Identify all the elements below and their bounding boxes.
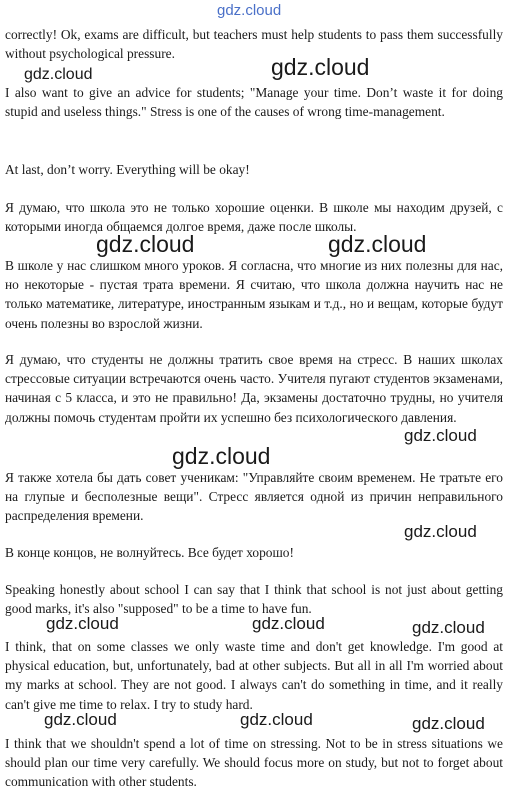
paragraph-5: В школе у нас слишком много уроков. Я согласна, что многие из них полезны для нас, но некоторые - пустая трата времени. Я считаю, что школа должна научить нас не только математике, литературе, иностранным языкам и т.д., но и вещам, которые будут очень полезны во взрослой жизни. bbox=[5, 258, 503, 331]
watermark: gdz.cloud bbox=[252, 614, 325, 633]
paragraph-1: correctly! Ok, exams are difficult, but teachers must help students to pass them successfully without psychological pressure. bbox=[5, 27, 503, 62]
watermark: gdz.cloud bbox=[172, 443, 271, 469]
watermark: gdz.cloud bbox=[44, 710, 117, 729]
watermark: gdz.cloud bbox=[404, 426, 477, 445]
paragraph-11: I think that we shouldn't spend a lot of time on stressing. Not to be in stress situations we should plan our time very carefully. We should focus more on study, but not to forget about communication with other students. bbox=[5, 736, 503, 790]
watermark: gdz.cloud bbox=[271, 54, 370, 80]
watermark: gdz.cloud bbox=[96, 231, 195, 257]
watermark: gdz.cloud bbox=[328, 231, 427, 257]
paragraph-4: Я думаю, что школа это не только хорошие оценки. В школе мы находим друзей, с которыми иногда общаемся долгое время, даже после школы. bbox=[5, 200, 503, 235]
watermark: gdz.cloud bbox=[46, 614, 119, 633]
watermark: gdz.cloud bbox=[24, 66, 93, 83]
paragraph-9: Speaking honestly about school I can say that I think that school is not just about getting good marks, it's also "supposed" to be a time to have fun. bbox=[5, 582, 503, 617]
watermark-top: gdz.cloud bbox=[217, 2, 282, 19]
watermark: gdz.cloud bbox=[240, 710, 313, 729]
paragraph-7: Я также хотела бы дать совет ученикам: "Управляйте своим временем. Не тратьте его на глупые и бесполезные вещи". Стресс является одной из причин неправильного распределения времени. bbox=[5, 470, 503, 524]
watermark: gdz.cloud bbox=[412, 714, 485, 733]
watermark: gdz.cloud bbox=[404, 522, 477, 541]
paragraph-10: I think, that on some classes we only waste time and don't get knowledge. I'm good at physical education, but, unfortunately, bad at other subjects. But all in all I'm worried about my marks at school. They are not good. I always can't do something in time, and it really can't give me time to relax. I try to study hard. bbox=[5, 639, 503, 712]
paragraph-2: I also want to give an advice for students; "Manage your time. Don’t waste it for doing stupid and useless things." Stress is one of the causes of wrong time-management. bbox=[5, 85, 503, 120]
paragraph-8: В конце концов, не волнуйтесь. Все будет хорошо! bbox=[5, 545, 294, 560]
paragraph-6: Я думаю, что студенты не должны тратить свое время на стресс. В наших школах стрессовые ситуации встречаются очень часто. Учителя пугают студентов экзаменами, начиная с 5 класса, и это не правильно! Да, экзамены достаточно трудны, но учителя должны помочь студентам пройти их успешно без психологического давления. bbox=[5, 352, 503, 425]
paragraph-3: At last, don’t worry. Everything will be okay! bbox=[5, 162, 250, 177]
watermark: gdz.cloud bbox=[412, 618, 485, 637]
